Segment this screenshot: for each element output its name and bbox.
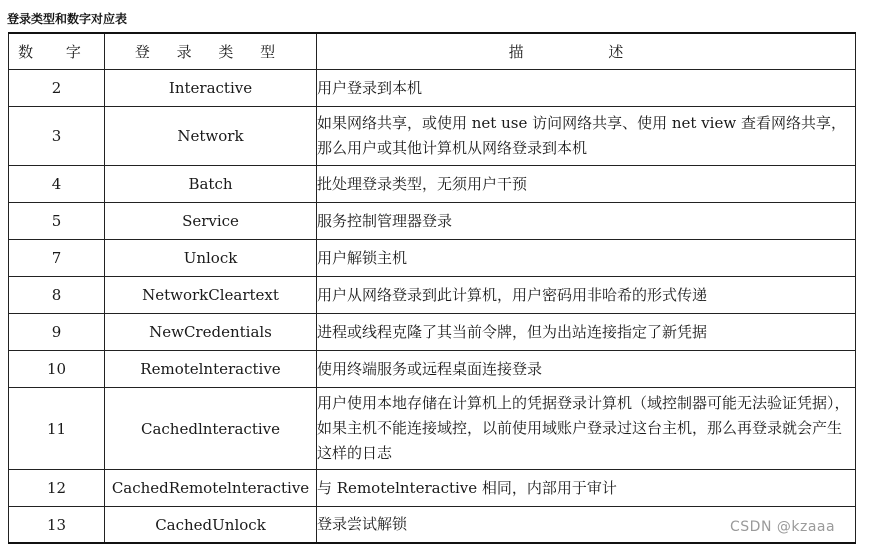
cell-number: 12 [9, 470, 105, 507]
cell-number: 4 [9, 166, 105, 203]
table-row [9, 240, 856, 277]
cell-description: 登录尝试解锁 [317, 507, 856, 544]
header-description: 描 述 [317, 33, 856, 70]
cell-description: 与 Remotelnteractive 相同，内部用于审计 [317, 470, 856, 507]
header-number: 数 字 [9, 33, 105, 70]
watermark: CSDN @kzaaa [730, 519, 836, 535]
table-row [9, 277, 856, 314]
cell-logon-type: CachedUnlock [105, 507, 317, 544]
table-row [9, 203, 856, 240]
cell-number: 9 [9, 314, 105, 351]
cell-number: 7 [9, 240, 105, 277]
cell-number: 8 [9, 277, 105, 314]
cell-number: 5 [9, 203, 105, 240]
table-row [9, 388, 856, 470]
cell-logon-type: Network [105, 107, 317, 166]
cell-logon-type: Cachedlnteractive [105, 388, 317, 470]
cell-logon-type: NetworkCleartext [105, 277, 317, 314]
cell-description: 用户解锁主机 [317, 240, 856, 277]
cell-description: 使用终端服务或远程桌面连接登录 [317, 351, 856, 388]
table-row [9, 166, 856, 203]
cell-number: 2 [9, 70, 105, 107]
table-row [9, 70, 856, 107]
cell-logon-type: Unlock [105, 240, 317, 277]
table-header-row [9, 33, 856, 70]
page-title: 登录类型和数字对应表 [7, 12, 128, 26]
cell-logon-type: Service [105, 203, 317, 240]
table-row [9, 314, 856, 351]
cell-logon-type: Interactive [105, 70, 317, 107]
cell-description: 进程或线程克隆了其当前令牌，但为出站连接指定了新凭据 [317, 314, 856, 351]
cell-description: 用户使用本地存储在计算机上的凭据登录计算机（域控制器可能无法验证凭据），如果主机不能连接域控，以前使用域账户登录过这台主机，那么再登录就会产生这样的日志 [317, 388, 856, 470]
cell-description: 如果网络共享，或使用 net use 访问网络共享、使用 net view 查看网络共享，那么用户或其他计算机从网络登录到本机 [317, 107, 856, 166]
cell-description: 用户登录到本机 [317, 70, 856, 107]
cell-description: 服务控制管理器登录 [317, 203, 856, 240]
cell-logon-type: CachedRemotelnteractive [105, 470, 317, 507]
cell-logon-type: Remotelnteractive [105, 351, 317, 388]
cell-number: 13 [9, 507, 105, 544]
header-logon-type: 登 录 类 型 [105, 33, 317, 70]
cell-number: 3 [9, 107, 105, 166]
cell-logon-type: NewCredentials [105, 314, 317, 351]
cell-description: 用户从网络登录到此计算机，用户密码用非哈希的形式传递 [317, 277, 856, 314]
table-row [9, 507, 856, 544]
table-row [9, 351, 856, 388]
cell-number: 10 [9, 351, 105, 388]
table-row [9, 470, 856, 507]
cell-number: 11 [9, 388, 105, 470]
logon-type-table [8, 32, 856, 544]
table-row [9, 107, 856, 166]
cell-description: 批处理登录类型，无须用户干预 [317, 166, 856, 203]
cell-logon-type: Batch [105, 166, 317, 203]
